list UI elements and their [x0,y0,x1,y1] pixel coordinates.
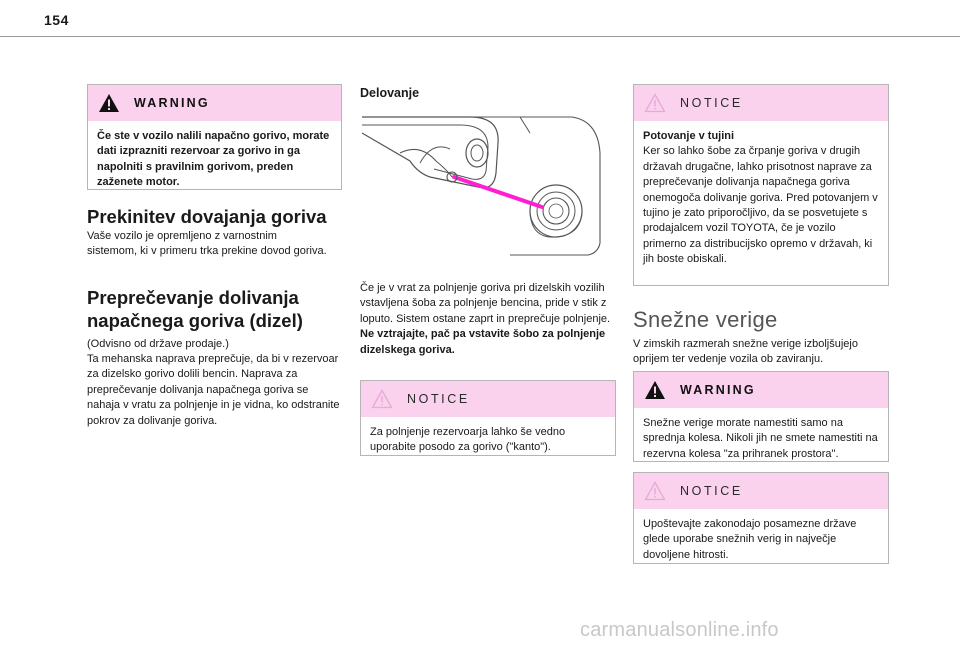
section-text-misfuel: Ta mehanska naprava preprečuje, da bi v rezervoar za dizelsko gorivo dolili bencin. Naprava za preprečevanje dolivanja napačnega goriva se nahaja v vratu za polnjenje in je vidna, ko odstranite pokrov za dolivanje goriva. [87,353,340,427]
top-rule [0,36,960,37]
warning-text: Če ste v vozilo nalili napačno gorivo, morate dati izprazniti rezervoar za gorivo in ga napolniti s pravilnim gorivom, preden zaženete motor. [97,130,330,189]
warning-header [88,85,341,121]
fuel-filler-illustration [360,113,605,261]
operation-text [360,281,616,358]
warning-box-chains [633,371,889,462]
notice-triangle-icon [644,93,666,113]
warning-triangle-icon [98,93,120,113]
notice-box-law [633,472,889,564]
section-text-snow-chains: V zimskih razmerah snežne verige izboljšujejo oprijem ter vedenje vozila ob zaviranju. [633,338,858,366]
section-title-misfuel-line1: Preprečevanje dolivanja [87,287,299,308]
warning-header-chains [634,372,888,408]
notice-box-travel [633,84,889,286]
notice-header [361,381,615,417]
warning-box-fuel [87,84,342,190]
watermark: carmanualsonline.info [580,619,779,641]
notice-label: NOTICE [680,484,743,498]
section-title-operation: Delovanje [360,86,420,100]
notice-text: Za polnjenje rezervoarja lahko še vedno uporabite posodo za gorivo ("kanto"). [370,426,566,454]
section-title-misfuel-line2: napačnega goriva (dizel) [87,310,303,331]
notice-body-travel [634,121,888,276]
notice-title-travel: Potovanje v tujini [643,130,735,142]
notice-box-can [360,380,616,456]
notice-triangle-icon [644,481,666,501]
section-note-country: (Odvisno od države prodaje.) [87,338,229,350]
notice-header-travel [634,85,888,121]
warning-label: WARNING [680,383,756,397]
operation-body: Če je v vrat za polnjenje goriva pri dizelskih vozilih vstavljena šoba za polnjenje bencina, pride v stik z loputo. Sistem ostane zaprt in preprečuje polnjenje. [360,282,611,325]
section-text-fuel-cutoff: Vaše vozilo je opremljeno z varnostnim sistemom, ki v primeru trka prekine dovod goriva. [87,230,327,258]
notice-triangle-icon [371,389,393,409]
notice-label: NOTICE [680,96,743,110]
notice-text-law: Upoštevajte zakonodajo posamezne države glede uporabe snežnih verig in največje dovoljene hitrosti. [643,518,857,561]
warning-text-chains: Snežne verige morate namestiti samo na sprednja kolesa. Nikoli jih ne smete namestiti na rezervna kolesa "za prihranek prostora". [643,417,878,460]
warning-body [88,121,341,199]
notice-text-travel: Ker so lahko šobe za črpanje goriva v drugih državah drugačne, lahko prisotnost naprave za preprečevanje dolivanja napačnega goriva onemogoča dolivanje goriva. Pred potovanjem v tujino je zato priporočljivo, da se posvetujete s prodajalcem vozil TOYOTA, če je vozilo primerno za distribucijsko opremo v državah, ki jih boste obiskali. [643,145,878,266]
notice-label: NOTICE [407,392,470,406]
warning-label: WARNING [134,96,210,110]
notice-header-law [634,473,888,509]
warning-triangle-icon [644,380,666,400]
section-title-snow-chains: Snežne verige [633,307,778,332]
section-title-fuel-cutoff: Prekinitev dovajanja goriva [87,206,327,227]
operation-bold: Ne vztrajajte, pač pa vstavite šobo za polnjenje dizelskega goriva. [360,328,606,356]
page-number: 154 [44,12,69,28]
